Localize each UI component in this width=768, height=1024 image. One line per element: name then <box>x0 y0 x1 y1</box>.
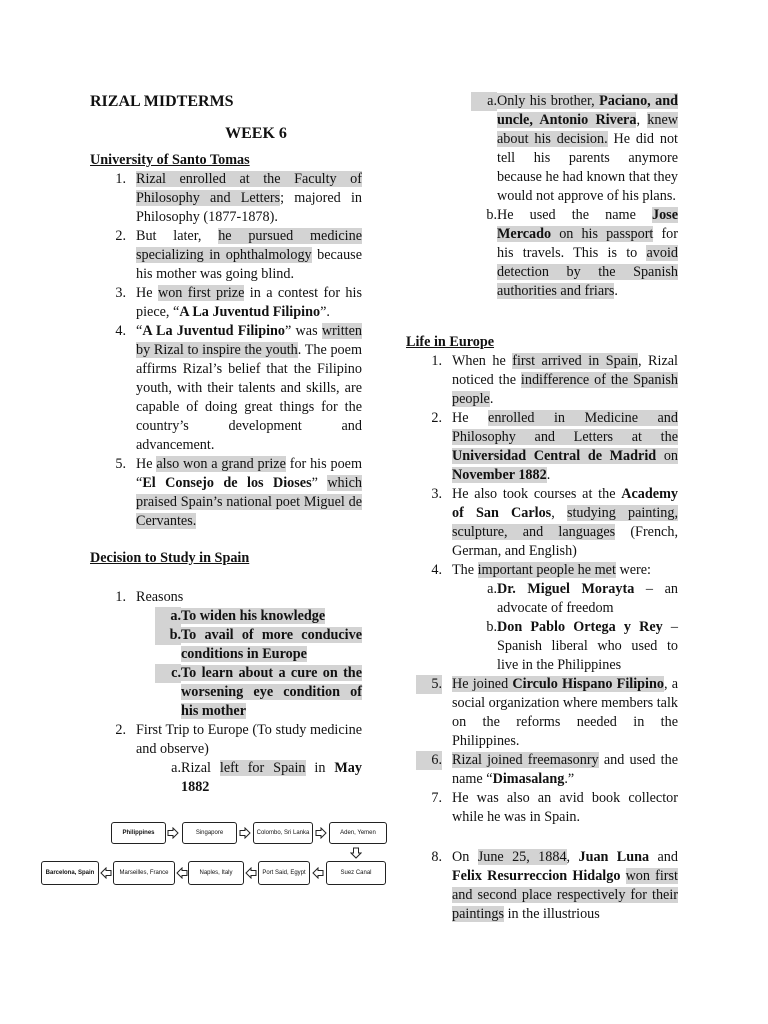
list-text: He was also an avid book collector while he was in Spain. <box>452 790 678 825</box>
arrow-right-icon <box>315 827 327 839</box>
highlighted-text: important people he met <box>477 562 616 578</box>
route-box-suez: Suez Canal <box>326 861 386 885</box>
list-number: 5. <box>115 456 126 472</box>
list-number: 7. <box>431 790 442 806</box>
list-text: He <box>136 285 158 301</box>
list-text: and <box>649 849 678 865</box>
list-item <box>406 409 678 485</box>
list-text: On <box>452 849 478 865</box>
highlighted-text: indifference of the Spanish people <box>452 372 679 407</box>
arrow-left-icon <box>245 867 257 879</box>
highlighted-text: November 1882 <box>452 467 547 483</box>
highlighted-text: Circulo Hispano Filipino <box>512 676 664 692</box>
week-heading: WEEK 6 <box>225 125 287 142</box>
route-box-barcelona: Barcelona, Spain <box>41 861 99 885</box>
highlighted-text: To avail of more conducive conditions in Europe <box>181 627 362 662</box>
list-item <box>406 848 678 924</box>
highlighted-text: Jose Mercado <box>497 207 678 242</box>
highlighted-text: Only his brother, <box>497 93 600 109</box>
bold-text: Dr. Miguel Morayta <box>497 581 635 597</box>
highlighted-text: studying painting, sculpture, and languages <box>452 505 679 540</box>
list-number: 1. <box>115 171 126 187</box>
list-number: 2. <box>115 228 126 244</box>
arrow-left-icon <box>312 867 324 879</box>
highlighted-text: June 25, 1884 <box>477 849 567 865</box>
sub-list-letter: b. <box>486 619 497 635</box>
list-text: Reasons <box>136 589 184 605</box>
list-number: 2. <box>115 722 126 738</box>
list-text: , <box>551 505 567 521</box>
highlighted-text: on his passport <box>551 226 654 242</box>
highlighted-text: left for Spain <box>219 760 306 776</box>
highlighted-text: Paciano, and uncle, Antonio Rivera <box>497 93 678 128</box>
list-text: in <box>305 760 335 776</box>
list-text: , <box>636 112 648 128</box>
list-text: . <box>546 467 551 483</box>
route-box-aden: Aden, Yemen <box>329 822 387 844</box>
sub-list-letter: a. <box>171 760 181 776</box>
list-number: 2. <box>431 410 442 426</box>
sub-list-item <box>406 618 678 675</box>
list-text: He used the name <box>497 207 652 223</box>
section-heading-europe: Life in Europe <box>406 334 495 350</box>
list-text: in a contest for his piece, “ <box>136 285 362 320</box>
sub-list-item <box>406 92 678 206</box>
list-text <box>620 868 625 884</box>
list-text: , a social organization where members talk on the reforms needed in the Philippines. <box>452 676 678 749</box>
bold-text: Don Pablo Ortega y Rey <box>497 619 663 635</box>
highlighted-text: Universidad Central de Madrid <box>452 448 657 464</box>
list-text: because his mother was going blind. <box>136 247 363 282</box>
bold-text: A La Juventud Filipino <box>142 323 286 339</box>
highlighted-text: won first prize <box>157 285 245 301</box>
list-text: , <box>566 849 579 865</box>
section-heading-spain: Decision to Study in Spain <box>90 550 250 566</box>
bold-text: Felix Resurreccion Hidalgo <box>452 868 621 884</box>
document-title: RIZAL MIDTERMS <box>90 93 234 110</box>
sub-list-letter: b. <box>486 207 497 223</box>
list-text: He also took courses at the <box>452 486 622 502</box>
highlighted-text: which praised Spain’s national poet Miguel de Cervantes. <box>136 475 362 529</box>
list-text: (French, German, and English) <box>452 524 678 559</box>
list-text: He <box>136 456 157 472</box>
route-box-colombo: Colombo, Sri Lanka <box>253 822 313 844</box>
route-box-marseilles: Marseilles, France <box>113 861 175 885</box>
list-text: . <box>614 283 618 299</box>
list-number: 5. <box>416 675 442 694</box>
list-number: 3. <box>431 486 442 502</box>
arrow-left-icon <box>100 867 112 879</box>
list-text: ”. <box>320 304 330 320</box>
list-text: He did not tell his parents anymore because he had known that they would not approve of his plans. <box>497 131 678 204</box>
bold-text: Academy of San Carlos <box>452 486 678 521</box>
list-text: Rizal <box>181 760 220 776</box>
list-number: 3. <box>115 285 126 301</box>
list-text: . <box>489 391 494 407</box>
list-text: – an advocate of freedom <box>497 581 678 616</box>
route-box-philippines: Philippines <box>111 822 166 844</box>
list-item <box>406 352 678 409</box>
highlighted-text: Rizal enrolled at the Faculty of Philosophy and Letters <box>136 171 362 206</box>
list-number: 6. <box>416 751 442 770</box>
list-text: ” <box>311 475 328 491</box>
arrow-right-icon <box>239 827 251 839</box>
highlighted-text: avoid detection by the Spanish authorities and friars <box>497 245 678 299</box>
bold-text: A La Juventud Filipino <box>179 304 321 320</box>
bold-text: Juan Luna <box>578 849 650 865</box>
highlighted-text: Rizal joined freemasonry <box>452 752 599 768</box>
list-text: – Spanish liberal who used to live in the Philippines <box>497 619 678 673</box>
highlighted-text: on <box>656 448 679 464</box>
right-column <box>406 92 678 924</box>
sub-list-letter: a. <box>487 581 497 597</box>
arrow-right-icon <box>167 827 179 839</box>
list-text: for his travels. This is to <box>497 226 678 261</box>
highlighted-text: He joined <box>452 676 513 692</box>
list-text: ; majored in Philosophy (1877-1878). <box>136 190 362 225</box>
sub-list-letter: b. <box>155 626 181 645</box>
highlighted-text: first arrived in Spain <box>512 353 639 369</box>
list-text: But later, <box>136 228 219 244</box>
highlighted-text: To learn about a cure on the worsening eye condition of his mother <box>181 665 362 719</box>
list-text: for his poem “ <box>136 456 362 491</box>
list-text: He <box>452 410 489 426</box>
sub-list-item <box>406 580 678 618</box>
highlighted-text: also won a grand prize <box>156 456 286 472</box>
list-text: in the illustrious <box>504 906 600 922</box>
highlighted-text: won first and second place respectively for their paintings <box>452 868 678 922</box>
list-text: ” was <box>285 323 322 339</box>
list-number: 4. <box>431 562 442 578</box>
highlighted-text: written by Rizal to inspire the youth <box>136 323 362 358</box>
list-item <box>406 485 678 561</box>
bold-text: May 1882 <box>181 760 362 795</box>
list-number: 1. <box>115 589 126 605</box>
list-text: .” <box>564 771 575 787</box>
route-box-naples: Naples, Italy <box>188 861 244 885</box>
list-number: 8. <box>431 849 442 865</box>
sub-list-letter: c. <box>155 664 181 683</box>
list-text: were: <box>615 562 651 578</box>
section-heading-ust: University of Santo Tomas <box>90 152 250 168</box>
list-text: First Trip to Europe (To study medicine and observe) <box>136 722 362 757</box>
list-item <box>406 751 678 789</box>
list-item <box>406 561 678 580</box>
list-text: . The poem affirms Rizal’s belief that the Filipino youth, with their talents and skills, are capable of doing great things for the country’s development and advancement. <box>136 342 362 453</box>
highlighted-text: he pursued medicine specializing in ophthalmology <box>136 228 362 263</box>
list-text: “ <box>136 323 143 339</box>
sub-list-item <box>406 206 678 301</box>
highlighted-text: enrolled in Medicine and Philosophy and Letters at the <box>452 410 678 445</box>
bold-text: Dimasalang <box>492 771 565 787</box>
highlighted-text: knew about his decision. <box>497 112 678 147</box>
route-box-port-said: Port Said, Egypt <box>258 861 310 885</box>
arrow-left-icon <box>176 867 188 879</box>
arrow-down-icon <box>350 847 362 859</box>
list-text: and used the name “ <box>452 752 678 787</box>
list-number: 1. <box>431 353 442 369</box>
list-item <box>406 675 678 751</box>
list-item <box>406 789 678 827</box>
list-text: , Rizal noticed the <box>452 353 678 388</box>
route-box-singapore: Singapore <box>182 822 237 844</box>
list-text: When he <box>452 353 513 369</box>
bold-text: El Consejo de los Dioses <box>142 475 312 491</box>
sub-list-letter: a. <box>155 607 181 626</box>
list-text: The <box>452 562 478 578</box>
sub-list-letter: a. <box>471 92 497 111</box>
list-number: 4. <box>115 323 126 339</box>
highlighted-text: To widen his knowledge <box>181 608 326 624</box>
